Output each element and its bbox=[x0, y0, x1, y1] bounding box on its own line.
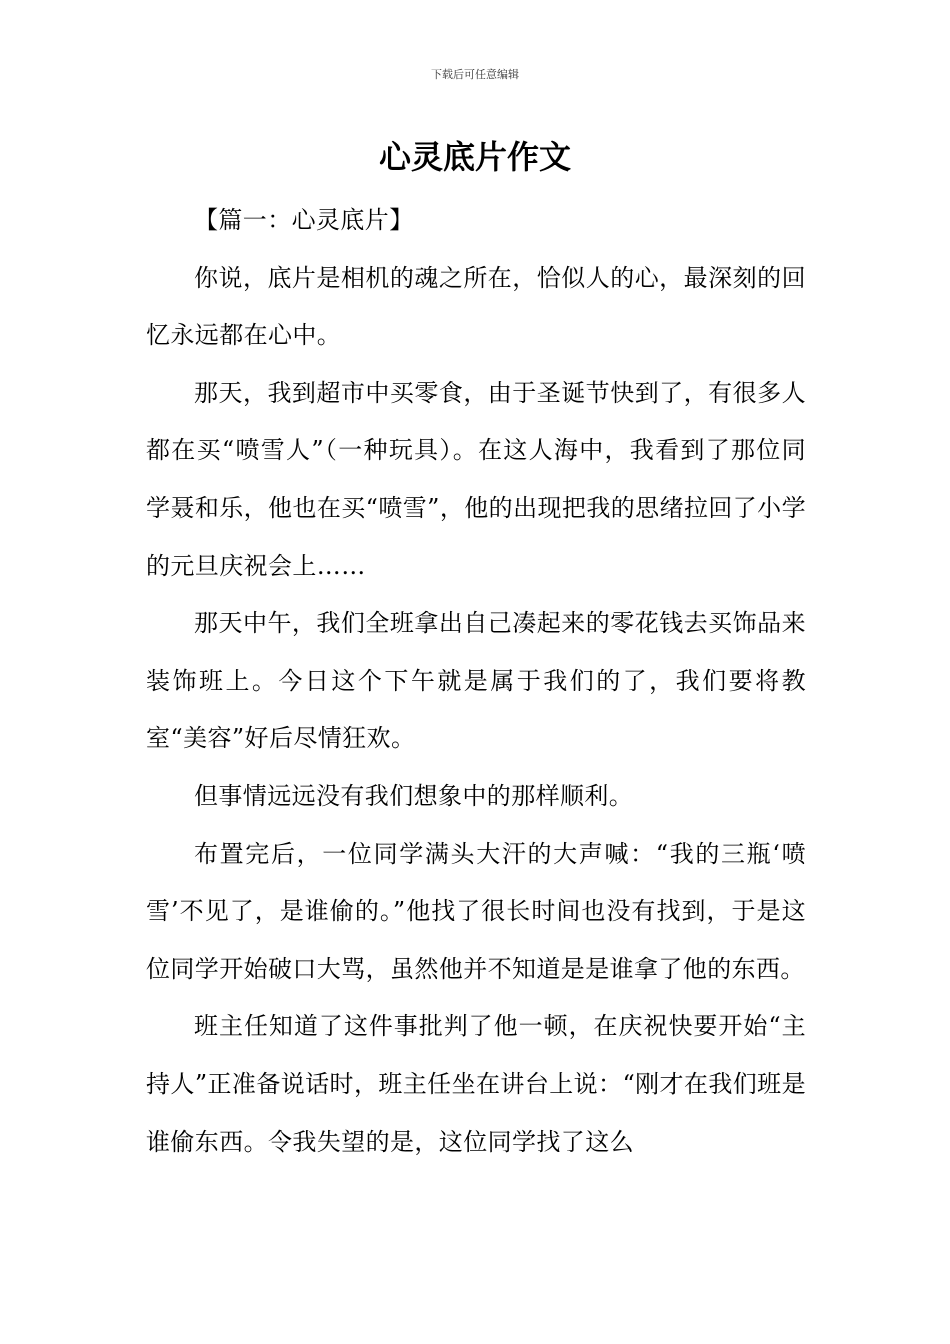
paragraph-4: 但事情远远没有我们想象中的那样顺利。 bbox=[194, 781, 634, 810]
paragraph-5: 布置完后，一位同学满头大汗的大声喊：“我的三瓶‘喷雪’不见了，是谁偷的。”他找了很长时间也没有找到，于是这位同学开始破口大骂，虽然他并不知道是是谁拿了他的东西。 bbox=[146, 839, 806, 983]
document-title: 心灵底片作文 bbox=[378, 138, 571, 176]
paragraph-2: 那天，我到超市中买零食，由于圣诞节快到了，有很多人都在买“喷雪人”（一种玩具）。在这人海中，我看到了那位同学聂和乐，他也在买“喷雪”，他的出现把我的思绪拉回了小学的元旦庆祝会上…… bbox=[146, 378, 806, 580]
paragraph-1: 你说，底片是相机的魂之所在，恰似人的心，最深刻的回忆永远都在心中。 bbox=[146, 263, 806, 350]
paragraph-6: 班主任知道了这件事批判了他一顿，在庆祝快要开始“主持人”正准备说话时，班主任坐在讲台上说：“刚才在我们班是谁偷东西。令我失望的是，这位同学找了这么 bbox=[146, 1012, 806, 1156]
paragraph-3: 那天中午，我们全班拿出自己凑起来的零花钱去买饰品来装饰班上。今日这个下午就是属于我们的了，我们要将教室“美容”好后尽情狂欢。 bbox=[146, 609, 806, 753]
section-heading: 【篇一：心灵底片】 bbox=[194, 206, 414, 234]
document-body bbox=[146, 192, 806, 1171]
header-note: 下载后可任意编辑 bbox=[431, 68, 519, 81]
